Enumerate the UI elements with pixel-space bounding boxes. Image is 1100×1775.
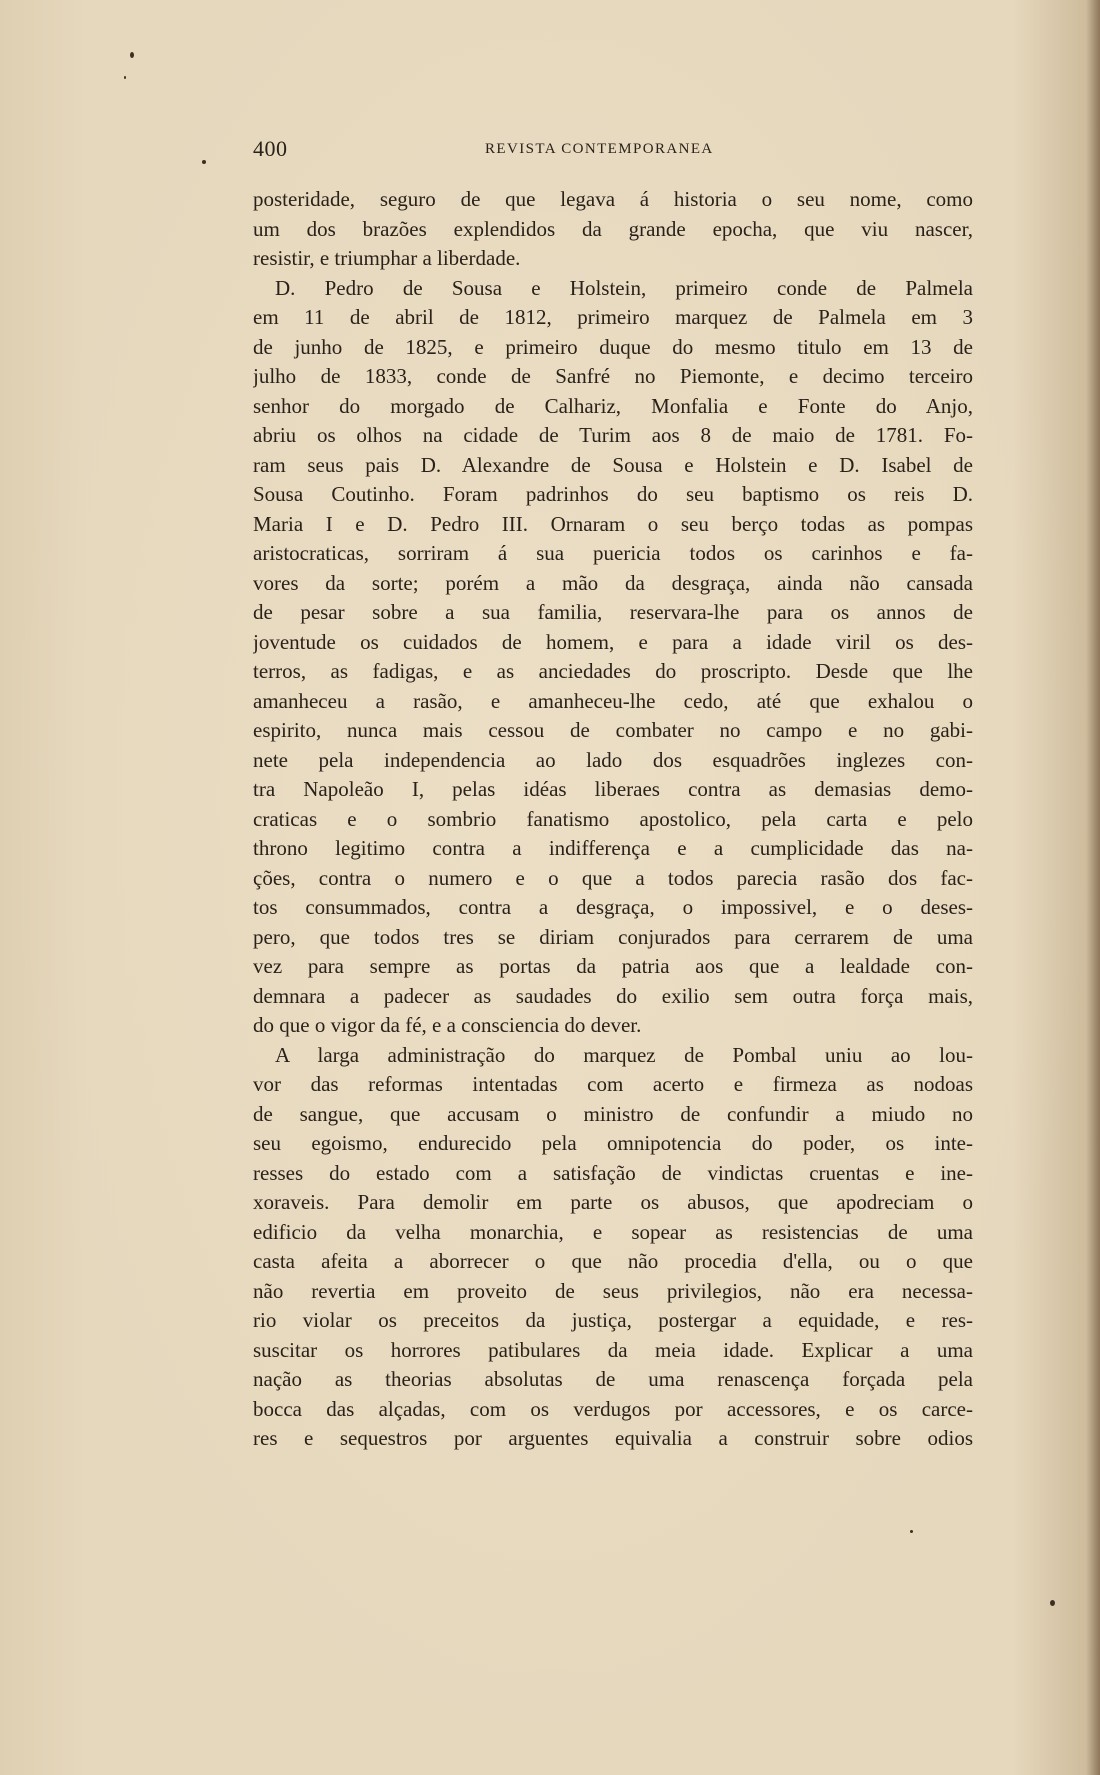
text-line: joventude os cuidados de homem, e para a idade viril os des- <box>253 629 973 654</box>
text-line: abriu os olhos na cidade de Turim aos 8 de maio de 1781. Fo- <box>253 423 973 447</box>
running-head: REVISTA CONTEMPORANEA <box>485 141 714 157</box>
text-line: demnara a padecer as saudades do exilio sem outra força mais, <box>253 983 973 1008</box>
text-line: nete pela independencia ao lado dos esquadrões inglezes con- <box>253 747 973 772</box>
text-line: do que o vigor da fé, e a consciencia do dever. <box>253 1013 642 1037</box>
text-line: aristocraticas, sorriram á sua puericia todos os carinhos e fa- <box>253 541 973 565</box>
text-line: ções, contra o numero e o que a todos parecia rasão dos fac- <box>253 865 973 890</box>
text-line: throno legitimo contra a indifferença e a cumplicidade das na- <box>253 836 973 860</box>
text-line: tra Napoleão I, pelas idéas liberaes contra as demasias demo- <box>253 777 973 801</box>
text-line: um dos brazões explendidos da grande epocha, que viu nascer, <box>253 216 973 241</box>
ink-speck <box>124 76 126 79</box>
text-line: de sangue, que accusam o ministro de confundir a miudo no <box>253 1101 973 1126</box>
text-line: resistir, e triumphar a liberdade. <box>253 246 521 270</box>
text-line: senhor do morgado de Calhariz, Monfalia e Fonte do Anjo, <box>253 393 973 418</box>
text-line: seu egoismo, endurecido pela omnipotencia do poder, os inte- <box>253 1131 973 1155</box>
ink-speck <box>202 160 206 164</box>
text-line: espirito, nunca mais cessou de combater no campo e no gabi- <box>253 718 973 742</box>
text-line: julho de 1833, conde de Sanfré no Piemonte, e decimo terceiro <box>253 364 973 388</box>
text-line: nação as theorias absolutas de uma renascença forçada pela <box>253 1367 973 1391</box>
text-line: posteridade, seguro de que legava á historia o seu nome, como <box>253 187 973 211</box>
text-line: rio violar os preceitos da justiça, postergar a equidade, e res- <box>253 1308 973 1332</box>
text-line: bocca das alçadas, com os verdugos por accessores, e os carce- <box>253 1396 973 1421</box>
text-line: ram seus pais D. Alexandre de Sousa e Holstein e D. Isabel de <box>253 452 973 477</box>
text-line: casta afeita a aborrecer o que não procedia d'ella, ou o que <box>253 1249 973 1273</box>
text-line: não revertia em proveito de seus privilegios, não era necessa- <box>253 1278 973 1303</box>
text-line: amanheceu a rasão, e amanheceu-lhe cedo, até que exhalou o <box>253 688 973 713</box>
text-line: A larga administração do marquez de Pombal uniu ao lou- <box>275 1042 973 1067</box>
text-line: terros, as fadigas, e as anciedades do proscripto. Desde que lhe <box>253 659 973 683</box>
text-line: resses do estado com a satisfação de vindictas cruentas e ine- <box>253 1160 973 1185</box>
text-line: de junho de 1825, e primeiro duque do mesmo titulo em 13 de <box>253 334 973 359</box>
text-line: suscitar os horrores patibulares da meia idade. Explicar a uma <box>253 1337 973 1362</box>
text-line: res e sequestros por arguentes equivalia a construir sobre odios <box>253 1426 973 1450</box>
text-line: edificio da velha monarchia, e sopear as resistencias de uma <box>253 1219 973 1244</box>
body-text <box>253 185 973 1454</box>
text-line: tos consummados, contra a desgraça, o impossivel, e o deses- <box>253 895 973 919</box>
text-line: D. Pedro de Sousa e Holstein, primeiro conde de Palmela <box>275 275 973 300</box>
text-line: Maria I e D. Pedro III. Ornaram o seu berço todas as pompas <box>253 511 973 536</box>
page-edge-shadow <box>1086 0 1100 1775</box>
page-header <box>253 136 973 166</box>
text-line: vor das reformas intentadas com acerto e firmeza as nodoas <box>253 1072 973 1096</box>
text-line: vez para sempre as portas da patria aos que a lealdade con- <box>253 954 973 978</box>
text-line: xoraveis. Para demolir em parte os abusos, que apodreciam o <box>253 1190 973 1214</box>
page-number: 400 <box>253 136 288 161</box>
ink-speck <box>130 52 134 58</box>
ink-speck <box>910 1530 913 1533</box>
text-line: em 11 de abril de 1812, primeiro marquez de Palmela em 3 <box>253 305 973 329</box>
text-line: pero, que todos tres se diriam conjurados para cerrarem de uma <box>253 924 973 949</box>
ink-speck <box>1050 1600 1055 1606</box>
text-line: Sousa Coutinho. Foram padrinhos do seu baptismo os reis D. <box>253 482 973 506</box>
text-line: vores da sorte; porém a mão da desgraça, ainda não cansada <box>253 570 973 595</box>
text-line: craticas e o sombrio fanatismo apostolico, pela carta e pelo <box>253 806 973 831</box>
text-line: de pesar sobre a sua familia, reservara-lhe para os annos de <box>253 600 973 624</box>
